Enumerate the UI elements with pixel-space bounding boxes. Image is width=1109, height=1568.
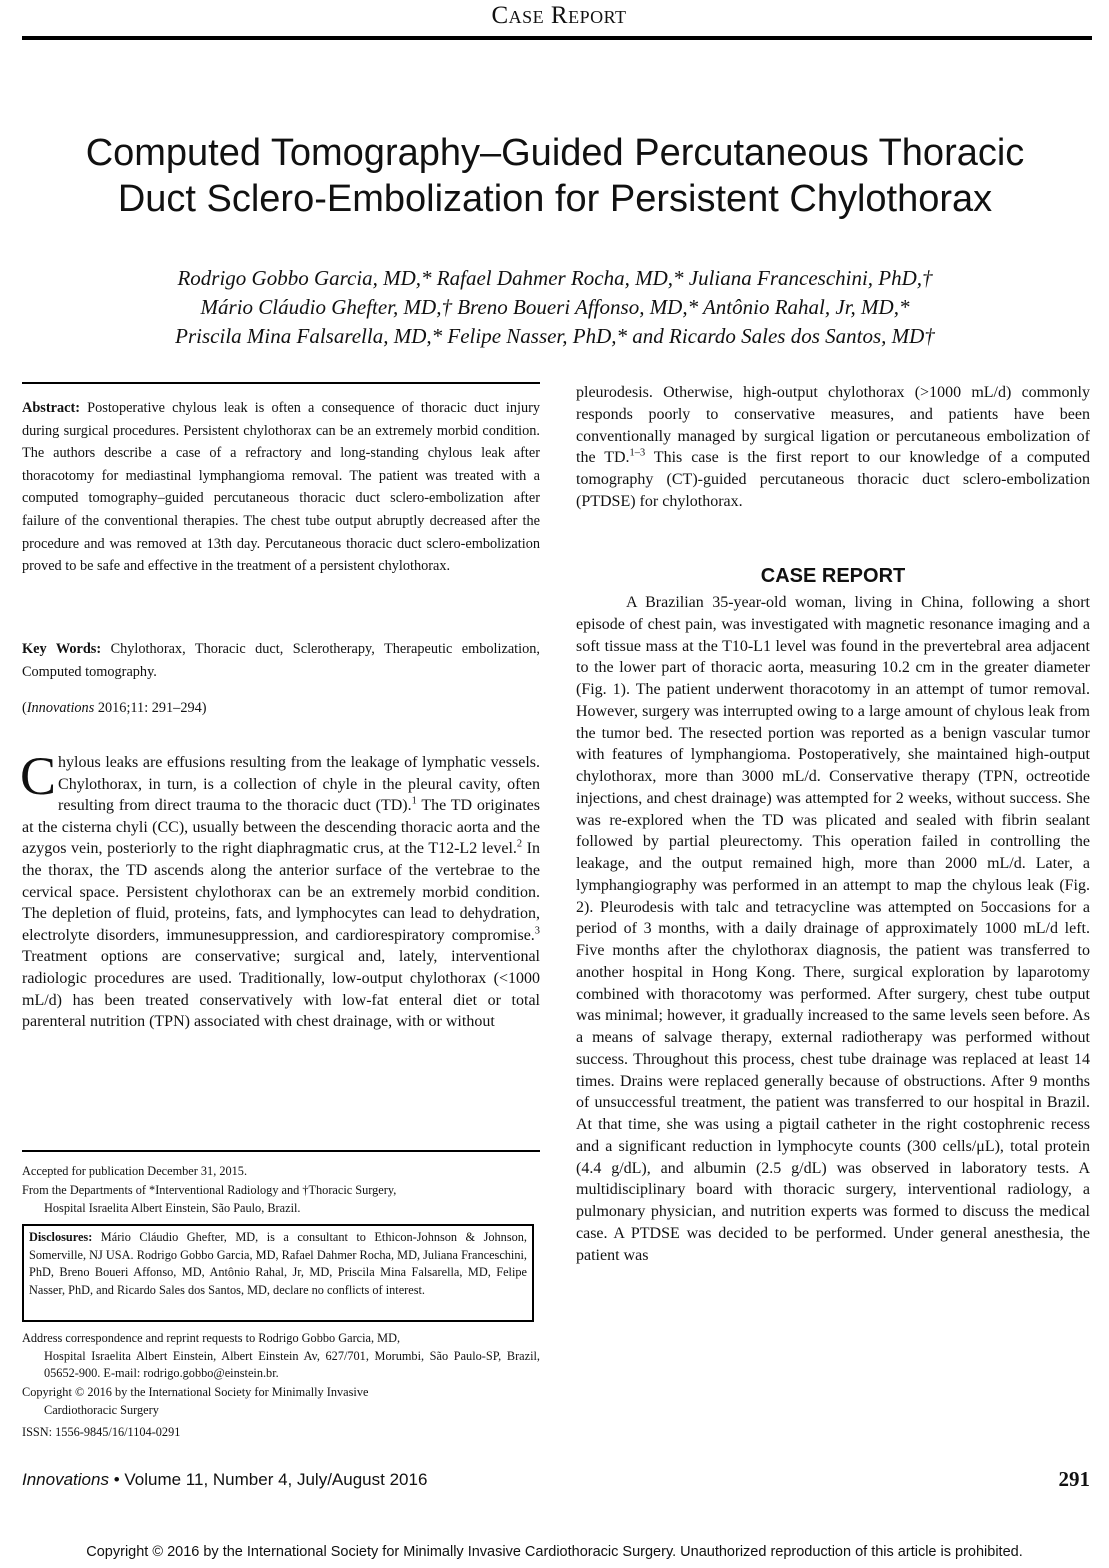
- footer-bullet: •: [113, 1470, 120, 1489]
- footnote-copyright: [22, 1384, 540, 1419]
- footer-journal: [22, 1470, 722, 1490]
- disclosures-label: Disclosures:: [29, 1230, 93, 1244]
- ref-2: 2: [516, 839, 523, 851]
- copyright-line-1: Copyright © 2016 by the International Society for Minimally Invasive: [22, 1385, 369, 1399]
- citation-journal: Innovations: [26, 700, 95, 716]
- title-line-2: Duct Sclero-Embolization for Persistent Chylothorax: [117, 178, 993, 220]
- author-list: [60, 264, 1050, 351]
- title-line-1: Computed Tomography–Guided Percutaneous Thoracic: [85, 132, 1025, 174]
- citation-rest: 2016;11: 291–294): [94, 700, 207, 716]
- authors-line-3: Priscila Mina Falsarella, MD,* Felipe Nasser, PhD,* and Ricardo Sales dos Santos, MD†: [175, 324, 935, 348]
- article-title: [40, 130, 1070, 222]
- intro-text-b: The TD originates at the cisterna chyli (CC), usually between the descending thoracic aorta and the azygos vein, posteriorly to the right diaphragmatic crus, at the T12-L2 level.: [22, 797, 541, 858]
- footer-journal-name: Innovations: [22, 1470, 109, 1489]
- ref-1: 1: [411, 795, 417, 807]
- copyright-notice: Copyright © 2016 by the International Society for Minimally Invasive Cardiothoracic Surgery. Unauthorized reproduction of this article is prohibited.: [86, 1544, 1023, 1560]
- keywords-label: Key Words:: [22, 641, 102, 657]
- disclosures-box: [22, 1224, 534, 1322]
- intro-text-a: hylous leaks are effusions resulting from the leakage of lymphatic vessels. Chylothorax, in turn, is a collection of chyle in the pleural cavity, often resulting from direct trauma to the thoracic duct (TD).: [58, 754, 540, 815]
- keywords: [22, 638, 540, 683]
- address-line-1: Address correspondence and reprint requests to Rodrigo Gobbo Garcia, MD,: [22, 1331, 401, 1345]
- citation: [22, 697, 540, 719]
- case-report-heading: CASE REPORT: [760, 565, 906, 587]
- intro-continued: [576, 382, 1090, 513]
- authors-line-1: Rodrigo Gobbo Garcia, MD,* Rafael Dahmer Rocha, MD,* Juliana Franceschini, PhD,†: [177, 266, 933, 290]
- footnote-issn: ISSN: 1556-9845/16/1104-0291: [22, 1425, 181, 1439]
- intro-text-f: This case is the first report to our knowledge of a computed tomography (CT)-guided percutaneous thoracic duct sclero-embolization (PTDSE) for chylothorax.: [576, 449, 1090, 510]
- address-line-2: Hospital Israelita Albert Einstein, Albert Einstein Av, 627/701, Morumbi, São Paulo-SP, Brazil, 05652-900. E-mail: rodrigo.gobbo@einstein.br.: [44, 1348, 540, 1381]
- disclosures-text: Mário Cláudio Ghefter, MD, is a consultant to Ethicon-Johnson & Johnson, Somerville, NJ USA. Rodrigo Gobbo Garcia, MD, Rafael Dahmer Rocha, MD, Juliana Franceschini, PhD, Breno Boueri Affonso, MD, Antônio Rahal, Jr, MD, Priscila Mina Falsarella, MD, Felipe Nasser, PhD, and Ricardo Sales dos Santos, MD, declare no conflicts of interest.: [29, 1230, 527, 1297]
- copyright-line-2: Cardiothoracic Surgery: [44, 1402, 159, 1417]
- abstract-rule: [22, 382, 540, 384]
- footnote-accepted: Accepted for publication December 31, 2015.: [22, 1164, 248, 1178]
- drop-cap: C: [20, 746, 57, 806]
- footnote-rule: [22, 1150, 540, 1152]
- ref-3: 3: [534, 925, 540, 937]
- footnote-address: [22, 1330, 540, 1383]
- ref-4: 1–3: [629, 448, 646, 460]
- abstract-label: Abstract:: [22, 400, 80, 416]
- footnote-affiliations: [22, 1182, 540, 1217]
- intro-text-c: In the thorax, the TD ascends along the anterior surface of the vertebrae to the cervical space. Persistent chylothorax can be an extremely morbid condition. The depletion of fluid, proteins, fats, and lymphocytes can lead to dehydration, electrolyte disorders, immunesuppression, and cardiorespiratory compromise.: [22, 840, 541, 944]
- abstract-text: Postoperative chylous leak is often a consequence of thoracic duct injury during surgical procedures. Persistent chylothorax can be an extremely morbid condition. The authors describe a case of a refractory and long-standing chylous leak after thoracotomy for mediastinal lymphangioma removal. The patient was treated with a computed tomography–guided percutaneous thoracic duct sclero-embolization after failure of the conventional therapies. The chest tube output abruptly decreased after the procedure and was removed at 13th day. Percutaneous thoracic duct sclero-embolization proved to be safe and effective in the treatment of a persistent chylothorax.: [22, 400, 541, 575]
- intro-text-d: Treatment options are conservative; surgical and, lately, interventional radiologic procedures are used. Traditionally, low-output chylothorax (<1000 mL/d) has been treated conservatively with low-fat enteral diet or total parenteral nutrition (TPN) associated with chest drainage, with or without: [22, 948, 540, 1031]
- abstract: [22, 397, 540, 578]
- case-report-text: A Brazilian 35-year-old woman, living in China, following a short episode of chest pain, was investigated with magnetic resonance imaging and a soft tissue mass at the T10-L1 level was found in the prevertebral area adjacent to the lower part of thoracic aorta, measuring 10.2 cm in the greater diameter (Fig. 1). The patient underwent thoracotomy in an attempt of tumor removal. However, surgery was interrupted owing to a large amount of chylous leak from the tumor bed. The resected portion was reported as a benign vascular tumor with features of lymphangioma. Postoperatively, she maintained high-output chylothorax, more than 3000 mL/d. Conservative therapy (TPN, octreotide injections, and chest drainage) was attempted for 2 weeks, without success. She was re-explored when the TD was plicated and sealed with fibrin sealant followed by partial pleurectomy. This operation failed in controlling the leakage, and the output remained high, more than 2000 mL/d. Later, a lymphangiography was performed in an attempt to map the chylous leak (Fig. 2). Pleurodesis with talc and tetracycline was attempted on 5occasions for a period of 3 months, with a daily drainage of approximately 1000 mL/d left. Five months after the chylothorax diagnosis, the patient was transferred to another hospital in Hong Kong. There, surgical exploration by laparotomy combined with thoracotomy was performed. After surgery, chest tube output was minimal; however, it gradually increased to the same levels seen before. As a means of salvage therapy, external radiotherapy was performed without success. Throughout this process, chest tube drainage was replaced at least 14 times. Drains were replaced generally because of obstructions. After 9 months of unsuccessful treatment, the patient was transferred to our hospital in Brazil. At that time, she was using a pigtail catheter in the right costophrenic recess and a significant reduction in lymphocyte counts (300 cells/μL), total protein (4.4 g/dL), and albumin (2.5 g/dL) was observed in laboratory tests. A multidisciplinary board with thoracic surgery, interventional radiology, a pulmonary physician, and nutrition experts was formed to discuss the medical case. A PTDSE was decided to be performed. Under general anesthesia, the patient was: [576, 594, 1090, 1264]
- section-heading: Case Report: [491, 2, 627, 29]
- intro-paragraph: [20, 746, 541, 1033]
- page-number: 291: [1058, 1467, 1090, 1491]
- authors-line-2: Mário Cláudio Ghefter, MD,† Breno Boueri Affonso, MD,* Antônio Rahal, Jr, MD,*: [200, 295, 910, 319]
- footer-volume: Volume 11, Number 4, July/August 2016: [124, 1470, 428, 1489]
- affiliation-line-1: From the Departments of *Interventional Radiology and †Thoracic Surgery,: [22, 1183, 397, 1197]
- affiliation-line-2: Hospital Israelita Albert Einstein, São Paulo, Brazil.: [44, 1200, 301, 1215]
- header-rule: [22, 36, 1092, 40]
- intro-text-e: pleurodesis. Otherwise, high-output chylothorax (>1000 mL/d) commonly responds poorly to conservative measures, and patients have been conventionally managed by surgical ligation or percutaneous embolization of the TD.: [576, 384, 1090, 467]
- citation-open: (: [22, 700, 27, 716]
- keywords-text: Chylothorax, Thoracic duct, Sclerotherapy, Therapeutic embolization, Computed tomography.: [22, 641, 540, 680]
